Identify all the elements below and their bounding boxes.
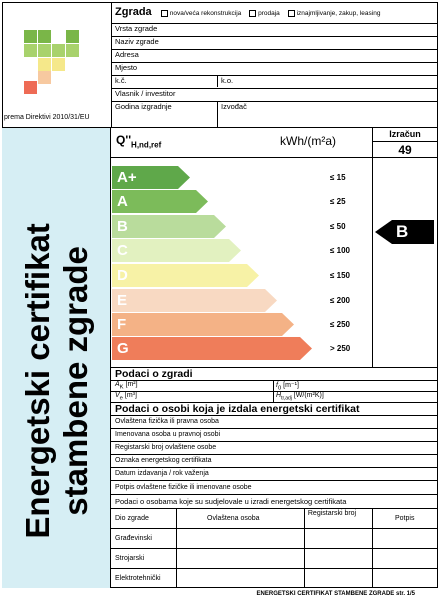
issuer-row: Datum izdavanja / rok važenja bbox=[111, 468, 438, 481]
class-limit-c: ≤ 100 bbox=[330, 246, 350, 255]
issuer-row: Oznaka energetskog certifikata bbox=[111, 455, 438, 468]
class-bar-g bbox=[112, 337, 312, 360]
sidebar-title: Energetski certifikat stambene zgrade bbox=[19, 223, 94, 539]
class-label-a-plus: A+ bbox=[117, 169, 137, 186]
class-bar-c bbox=[112, 239, 241, 262]
calc-label: Izračun bbox=[389, 129, 421, 139]
building-title-row: Zgrada nova/veća rekonstrukcija prodaja iznajmljivanje, zakup, leasing bbox=[111, 2, 438, 24]
class-bar-f bbox=[112, 313, 294, 336]
class-limit-g: > 250 bbox=[330, 344, 351, 353]
class-label-e: E bbox=[117, 292, 128, 309]
calc-value: 49 bbox=[398, 143, 412, 157]
class-label-f: F bbox=[117, 316, 127, 333]
issuer-row: Imenovana osoba u pravnoj osobi bbox=[111, 429, 438, 442]
class-limit-a: ≤ 25 bbox=[330, 197, 346, 206]
field-building-type: Vrsta zgrade bbox=[111, 24, 438, 37]
energy-quantity: $Q''_{H,nd,ref}$ bbox=[116, 133, 162, 150]
issuer-row: Ovlaštena fizička ili pravna osoba bbox=[111, 416, 438, 429]
field-cadastral-row: k.č. k.o. bbox=[111, 76, 438, 89]
field-place: Mjesto bbox=[111, 63, 438, 76]
building-data-row-2: $V_e$ [m³] $H_{tr,adj}$ [W/(m²K)] bbox=[111, 392, 438, 403]
class-limit-b: ≤ 50 bbox=[330, 222, 346, 231]
participant-row: Strojarski bbox=[111, 549, 438, 569]
page-footer: ENERGETSKI CERTIFIKAT STAMBENE ZGRADE str. 1/5 bbox=[256, 591, 415, 597]
issuer-row: Potpis ovlaštene fizičke ili imenovane osobe bbox=[111, 481, 438, 495]
participant-row: Građevinski bbox=[111, 529, 438, 549]
field-owner: Vlasnik / investitor bbox=[111, 89, 438, 102]
building-data-title: Podaci o zgradi bbox=[111, 368, 438, 381]
issuer-title: Podaci o osobi koja je izdala energetski certifikat bbox=[111, 403, 438, 416]
energy-unit: kWh/(m²a) bbox=[280, 134, 336, 148]
class-bar-e bbox=[112, 289, 277, 312]
building-data-row-1: $A_K$ [m²] $f_0$ [m⁻¹] bbox=[111, 381, 438, 392]
class-limit-e: ≤ 200 bbox=[330, 296, 350, 305]
field-year-row: Godina izgradnje Izvođač bbox=[115, 102, 247, 111]
participants-title: Podaci o osobama koje su sudjelovale u izradi energetskog certifikata bbox=[111, 495, 438, 509]
class-label-c: C bbox=[117, 242, 128, 259]
class-label-d: D bbox=[117, 267, 128, 284]
building-title: Zgrada bbox=[115, 6, 152, 18]
class-label-g: G bbox=[117, 340, 129, 357]
class-bar-b bbox=[112, 215, 226, 238]
class-label-b: B bbox=[117, 218, 128, 235]
class-limit-f: ≤ 250 bbox=[330, 320, 350, 329]
class-limit-a-plus: ≤ 15 bbox=[330, 173, 346, 182]
directive-label: prema Direktivi 2010/31/EU bbox=[4, 114, 90, 121]
rating-value: B bbox=[396, 222, 409, 241]
participant-row: Elektrotehnički bbox=[115, 575, 161, 582]
field-address: Adresa bbox=[111, 50, 438, 63]
participants-header: Dio zgrade Ovlaštena osoba Registarski broj Potpis bbox=[111, 509, 438, 529]
class-label-a: A bbox=[117, 193, 128, 210]
class-limit-d: ≤ 150 bbox=[330, 271, 350, 280]
class-bar-d bbox=[112, 264, 259, 287]
field-building-name: Naziv zgrade bbox=[111, 37, 438, 50]
issuer-row: Registarski broj ovlaštene osobe bbox=[111, 442, 438, 455]
